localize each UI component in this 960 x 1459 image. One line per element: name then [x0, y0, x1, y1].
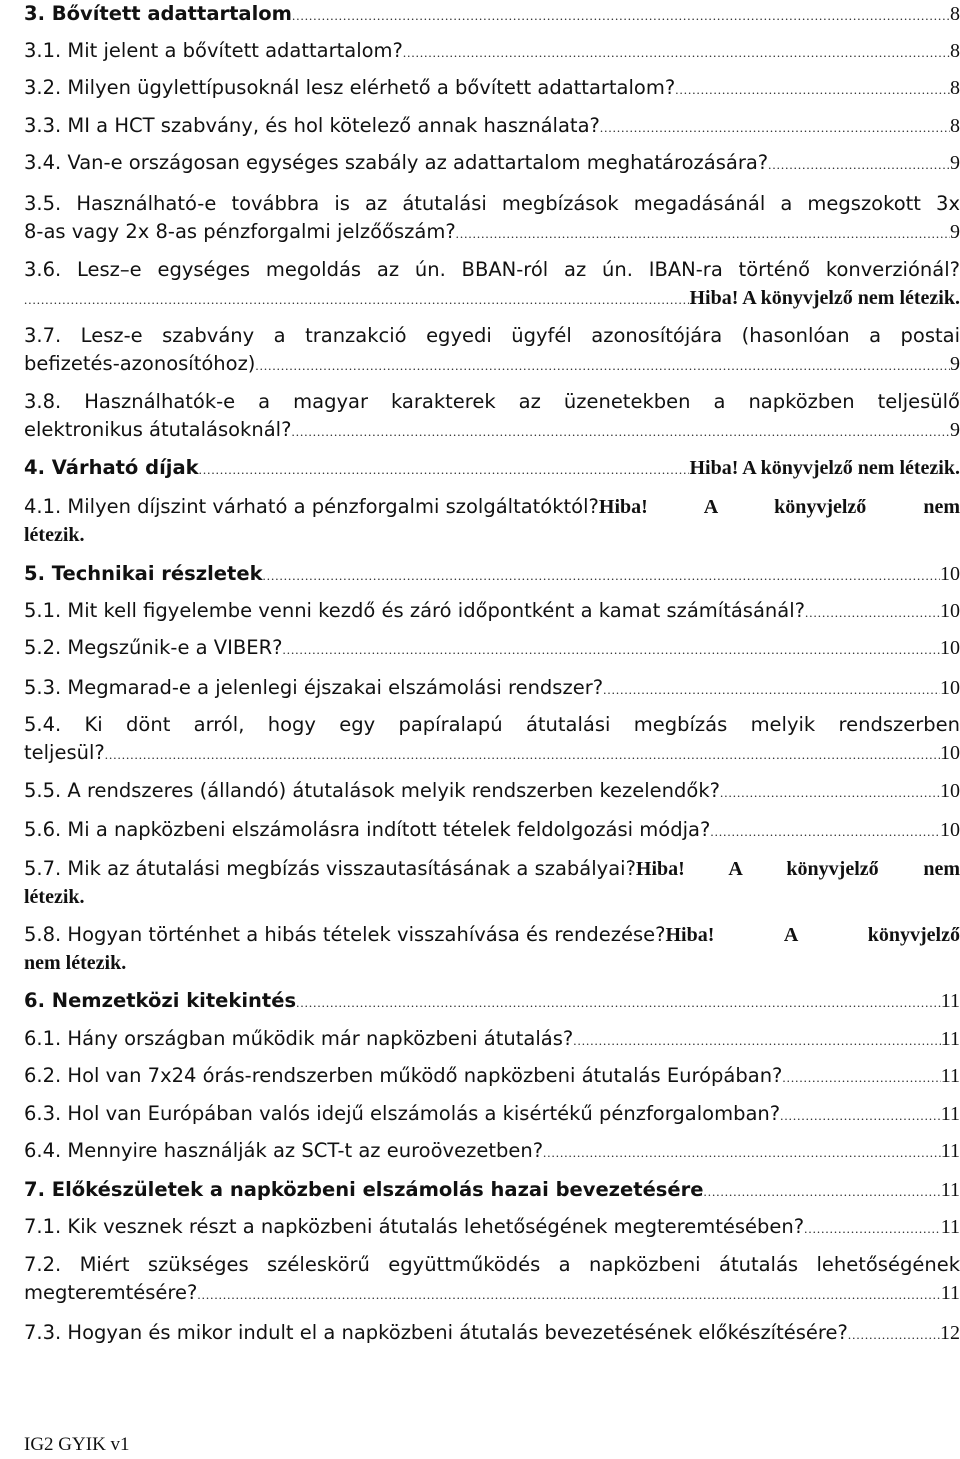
- toc-entry-3-7[interactable]: [24, 322, 960, 378]
- toc-entry-7-2[interactable]: [24, 1251, 960, 1307]
- toc-entry-3-3[interactable]: [24, 112, 960, 140]
- bookmark-error: Hiba! A könyvjelző nem létezik.: [689, 287, 960, 309]
- toc-entry-5-3[interactable]: [24, 674, 960, 702]
- entry-title-line1: 3.7. Lesz-e szabvány a tranzakció egyedi ügyfél azonosítójára (hasonlóan a postai: [24, 324, 960, 347]
- dot-leader: [199, 456, 690, 484]
- page-number: 11: [940, 1140, 960, 1162]
- page-number: 10: [940, 600, 960, 622]
- entry-title-line2: 8-as vagy 2x 8-as pénzforgalmi jelzőőszám?: [24, 220, 456, 243]
- dot-leader: [600, 114, 950, 142]
- entry-title: 6.4. Mennyire használják az SCT-t az euroövezetben?: [24, 1139, 544, 1162]
- entry-title-line1: 5.4. Ki dönt arról, hogy egy papíralapú átutalási megbízás melyik rendszerben: [24, 713, 960, 736]
- dot-leader: [768, 151, 950, 179]
- dot-leader: [710, 818, 940, 846]
- entry-title-line2: elektronikus átutalásoknál?: [24, 418, 292, 441]
- toc-entry-7-3[interactable]: [24, 1319, 960, 1347]
- entry-title: 7.3. Hogyan és mikor indult el a napközbeni átutalás bevezetésének előkészítésére?: [24, 1321, 848, 1344]
- entry-title: 5. Technikai részletek: [24, 562, 263, 585]
- entry-title: 5.1. Mit kell figyelembe venni kezdő és záró időpontként a kamat számításánál?: [24, 599, 805, 622]
- dot-leader: [283, 636, 941, 664]
- page-number: 8: [950, 77, 960, 99]
- dot-leader: [292, 2, 950, 30]
- page-number: 9: [950, 419, 960, 441]
- toc-entry-6-3[interactable]: [24, 1100, 960, 1128]
- toc-entry-4[interactable]: [24, 454, 960, 482]
- page-number: 8: [950, 115, 960, 137]
- page-number: 11: [940, 1028, 960, 1050]
- toc-entry-5[interactable]: [24, 560, 960, 588]
- entry-title: 6.2. Hol van 7x24 órás-rendszerben működő napközbeni átutalás Európában?: [24, 1064, 783, 1087]
- entry-title: 3.3. MI a HCT szabvány, és hol kötelező annak használata?: [24, 114, 600, 137]
- bookmark-error: Hiba! A könyvjelző: [665, 924, 960, 946]
- entry-title: 6.1. Hány országban működik már napközbeni átutalás?: [24, 1027, 574, 1050]
- entry-title: 6. Nemzetközi kitekintés: [24, 989, 297, 1012]
- toc-entry-5-8[interactable]: [24, 921, 960, 977]
- dot-leader: [291, 418, 950, 446]
- entry-title: 7.1. Kik vesznek részt a napközbeni átutalás lehetőségének megteremtésében?: [24, 1215, 805, 1238]
- entry-title: 5.3. Megmarad-e a jelenlegi éjszakai elszámolási rendszer?: [24, 676, 604, 699]
- toc-entry-6[interactable]: [24, 987, 960, 1015]
- toc-entry-6-2[interactable]: [24, 1062, 960, 1090]
- entry-title: 5.6. Mi a napközbeni elszámolásra indított tételek feldolgozási módja?: [24, 818, 711, 841]
- entry-title: 3.2. Milyen ügylettípusoknál lesz elérhető a bővített adattartalom?: [24, 76, 676, 99]
- dot-leader: [543, 1139, 941, 1167]
- page-number: 10: [940, 637, 960, 659]
- entry-title: 4.1. Milyen díjszint várható a pénzforgalmi szolgáltatóktól?: [24, 495, 599, 518]
- toc-entry-3-2[interactable]: [24, 74, 960, 102]
- toc-entry-4-1[interactable]: [24, 493, 960, 549]
- dot-leader: [675, 76, 950, 104]
- page-number: 9: [950, 221, 960, 243]
- toc-entry-3-8[interactable]: [24, 388, 960, 444]
- page-number: 8: [950, 3, 960, 25]
- entry-title: 4. Várható díjak: [24, 456, 199, 479]
- page-number: 10: [940, 780, 960, 802]
- entry-title-line2: befizetés-azonosítóhoz): [24, 352, 256, 375]
- dot-leader: [456, 220, 950, 248]
- entry-title: 6.3. Hol van Európában valós idejű elszámolás a kisértékű pénzforgalomban?: [24, 1102, 781, 1125]
- entry-title-line1: 7.2. Miért szükséges széleskörű együttműködés a napközbeni átutalás lehetőségének: [24, 1253, 960, 1276]
- page-number: 10: [940, 677, 960, 699]
- dot-leader: [296, 989, 941, 1017]
- dot-leader: [780, 1102, 941, 1130]
- page-number: 11: [940, 1216, 960, 1238]
- toc-entry-5-1[interactable]: [24, 597, 960, 625]
- entry-title: 5.2. Megszűnik-e a VIBER?: [24, 636, 283, 659]
- page-number: 10: [940, 819, 960, 841]
- entry-title: 3.1. Mit jelent a bővített adattartalom?: [24, 39, 403, 62]
- page-number: 12: [940, 1322, 960, 1344]
- bookmark-error: Hiba! A könyvjelző nem: [635, 858, 960, 880]
- entry-title: 3.4. Van-e országosan egységes szabály az adattartalom meghatározására?: [24, 151, 769, 174]
- bookmark-error: Hiba! A könyvjelző nem: [598, 496, 960, 518]
- dot-leader: [804, 1215, 941, 1243]
- entry-title-line1: 3.5. Használható-e továbbra is az átutalási megbízások megadásánál a megszokott 3x: [24, 192, 960, 215]
- dot-leader: [603, 676, 940, 704]
- page-number: 9: [950, 353, 960, 375]
- dot-leader: [720, 779, 940, 807]
- entry-title: 3. Bővített adattartalom: [24, 2, 292, 25]
- dot-leader: [805, 599, 940, 627]
- dot-leader: [848, 1321, 940, 1349]
- toc-entry-3-5[interactable]: [24, 190, 960, 246]
- bookmark-error: Hiba! A könyvjelző nem létezik.: [689, 457, 960, 479]
- entry-title-line2: megteremtésére?: [24, 1281, 198, 1304]
- toc-entry-5-7[interactable]: [24, 855, 960, 911]
- toc-entry-3-4[interactable]: [24, 149, 960, 177]
- entry-title-line1: 3.6. Lesz–e egységes megoldás az ún. BBAN-ról az ún. IBAN-ra történő konverziónál?: [24, 258, 960, 281]
- bookmark-error-cont: létezik.: [24, 524, 85, 546]
- dot-leader: [197, 1281, 940, 1309]
- page-number: 11: [940, 1282, 960, 1304]
- toc-entry-5-2[interactable]: [24, 634, 960, 662]
- entry-title-line1: 3.8. Használhatók-e a magyar karakterek az üzenetekben a napközben teljesülő: [24, 390, 960, 413]
- toc-entry-7[interactable]: [24, 1176, 960, 1204]
- bookmark-error-cont: nem létezik.: [24, 952, 127, 974]
- entry-title: 5.5. A rendszeres (állandó) átutalások melyik rendszerben kezelendők?: [24, 779, 720, 802]
- page-number: 11: [940, 990, 960, 1012]
- dot-leader: [24, 286, 689, 314]
- dot-leader: [403, 39, 950, 67]
- toc-entry-3-6[interactable]: [24, 256, 960, 312]
- page-number: 8: [950, 40, 960, 62]
- toc-entry-6-4[interactable]: [24, 1137, 960, 1165]
- entry-title-line2: teljesül?: [24, 741, 105, 764]
- dot-leader: [105, 741, 940, 769]
- page-number: 10: [940, 742, 960, 764]
- toc-entry-3[interactable]: [24, 0, 960, 28]
- page-number: 11: [940, 1179, 960, 1201]
- bookmark-error-cont: létezik.: [24, 886, 85, 908]
- dot-leader: [573, 1027, 941, 1055]
- toc-entry-5-4[interactable]: [24, 711, 960, 767]
- toc-entry-6-1[interactable]: [24, 1025, 960, 1053]
- entry-title: 5.8. Hogyan történhet a hibás tételek visszahívása és rendezése?: [24, 923, 666, 946]
- toc-entry-3-1[interactable]: [24, 37, 960, 65]
- toc-entry-5-5[interactable]: [24, 777, 960, 805]
- dot-leader: [263, 562, 940, 590]
- dot-leader: [703, 1178, 940, 1206]
- dot-leader: [255, 352, 950, 380]
- page-number: 11: [940, 1065, 960, 1087]
- toc-entry-5-6[interactable]: [24, 816, 960, 844]
- page-number: 10: [940, 563, 960, 585]
- entry-title: 5.7. Mik az átutalási megbízás visszautasításának a szabályai?: [24, 857, 636, 880]
- toc-entry-7-1[interactable]: [24, 1213, 960, 1241]
- page-number: 9: [950, 152, 960, 174]
- entry-title: 7. Előkészületek a napközbeni elszámolás hazai bevezetésére: [24, 1178, 704, 1201]
- page-number: 11: [940, 1103, 960, 1125]
- document-footer: IG2 GYIK v1: [24, 1434, 130, 1455]
- dot-leader: [782, 1064, 940, 1092]
